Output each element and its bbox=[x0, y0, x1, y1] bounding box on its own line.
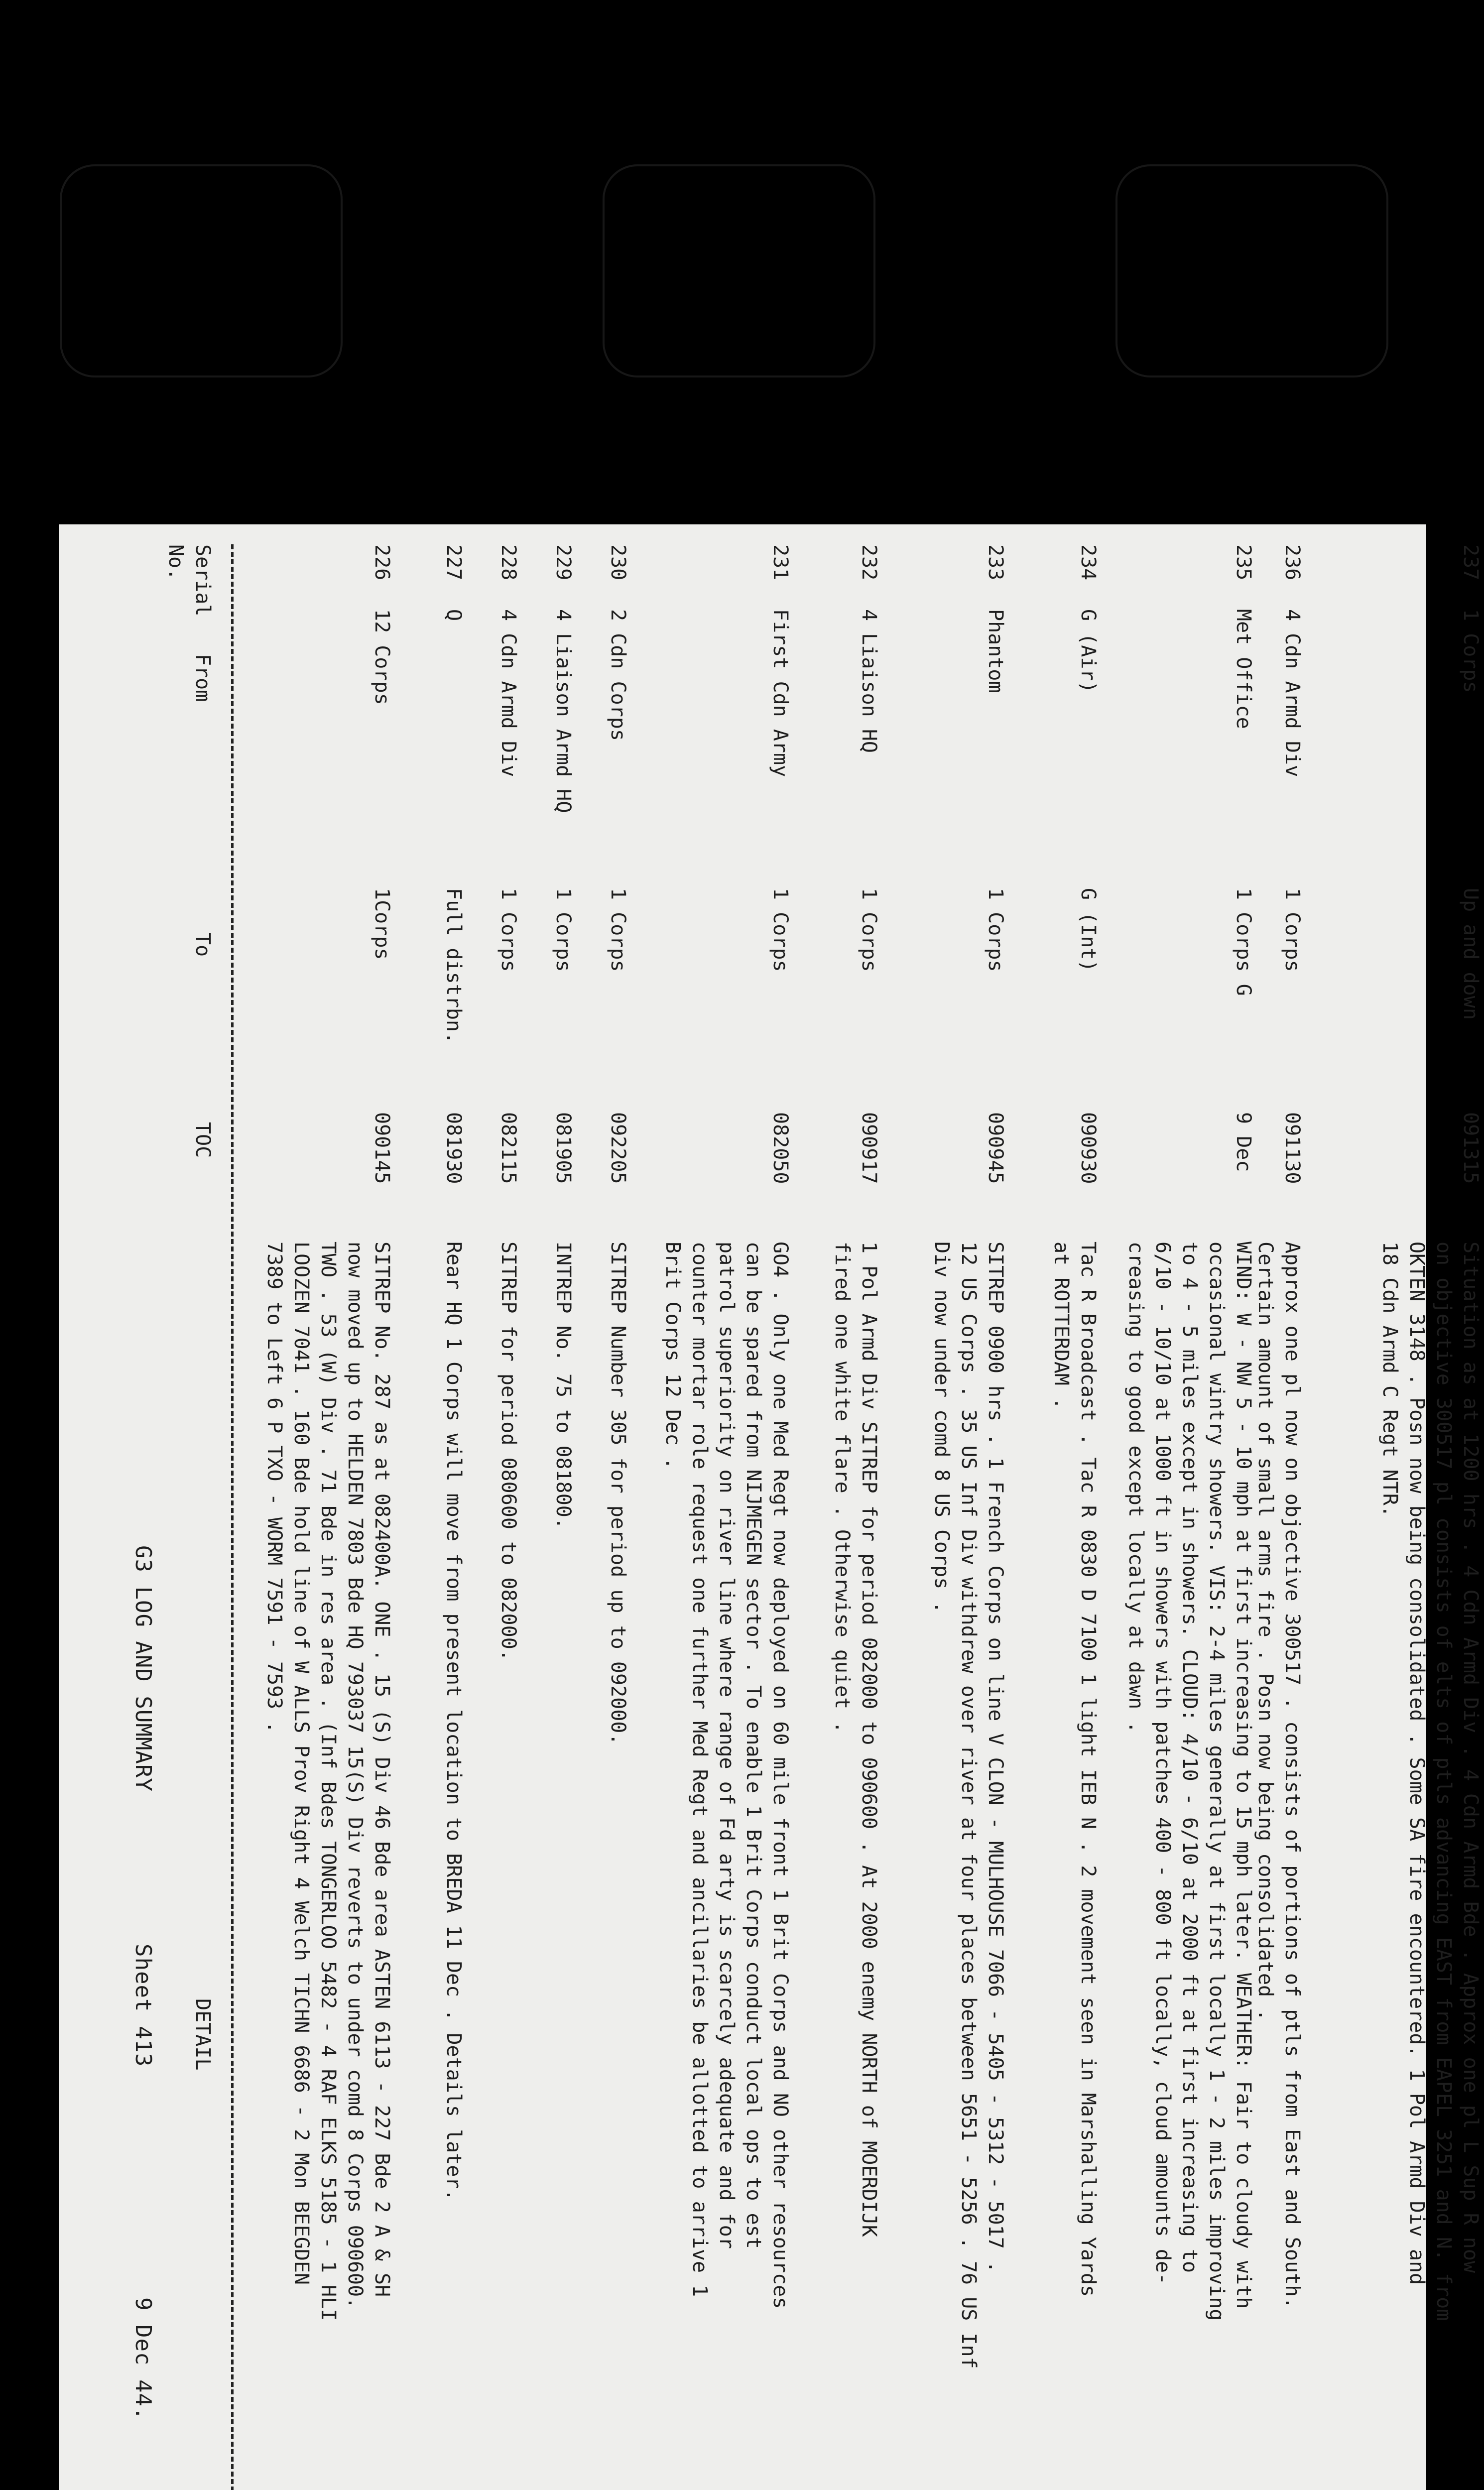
toc-cell: 081905 bbox=[552, 1112, 575, 1184]
from-cell: Phantom bbox=[984, 609, 1007, 693]
table-row bbox=[1252, 524, 1306, 2490]
from-cell: 4 Liaison Armd HQ bbox=[552, 609, 575, 813]
to-cell: 1 Corps bbox=[607, 888, 629, 972]
detail-cell bbox=[605, 1242, 631, 2490]
serial-number: 232 bbox=[858, 544, 880, 581]
from-cell: 4 Cdn Armd Div bbox=[497, 609, 520, 777]
table-row bbox=[440, 524, 467, 2490]
column-to: To bbox=[191, 933, 214, 957]
detail-cell bbox=[1048, 1242, 1102, 2490]
table-row bbox=[1122, 524, 1257, 2490]
from-cell: 1 Corps bbox=[1459, 609, 1482, 693]
detail-cell bbox=[1252, 1242, 1306, 2490]
detail-line: INTREP No. 75 to 081800. bbox=[552, 1242, 575, 1529]
from-cell: First Cdn Army bbox=[769, 609, 792, 777]
detail-cell bbox=[495, 1242, 522, 2490]
detail-line: now moved up to HELDEN 7803 Bde HQ 793037 15(S) Div reverts to under comd 8 Corps 090600. bbox=[344, 1242, 367, 2309]
table-row bbox=[1048, 524, 1102, 2490]
film-frame-top-far bbox=[1115, 164, 1388, 377]
from-cell: 4 Liaison HQ bbox=[858, 609, 880, 753]
detail-cell bbox=[261, 1242, 395, 2490]
detail-cell bbox=[440, 1242, 467, 2490]
from-cell: 4 Cdn Armd Div bbox=[1281, 609, 1304, 777]
detail-cell bbox=[1376, 1242, 1484, 2490]
to-cell: 1 Corps bbox=[858, 888, 880, 972]
detail-line: Rear HQ 1 Corps will move from present location to BREDA 11 Dec . Details later. bbox=[442, 1242, 465, 2201]
detail-line: counter mortar role request one further Med Regt and ancillaries be allotted to arrive 1 bbox=[688, 1242, 711, 2297]
detail-line: TWO . 53 (W) Div . 71 Bde in res area . (Inf Bdes TONGERLOO 5482 - 4 RAF ELKS 5185 - 1 HLI bbox=[317, 1242, 340, 2321]
table-row bbox=[605, 524, 631, 2490]
table-row bbox=[495, 524, 522, 2490]
detail-line: Approx one pl now on objective 300517 . consists of portions of ptls from East and South. bbox=[1281, 1242, 1304, 2309]
document-page bbox=[59, 524, 1482, 2490]
to-cell: 1Corps bbox=[371, 888, 393, 960]
detail-line: on objective 300517 pl consists of elts of ptls advancing EAST from EAPEL 3251 and N. from bbox=[1432, 1242, 1455, 2321]
from-cell: Q bbox=[442, 609, 465, 622]
detail-line: SITREP Number 305 for period up to 092000. bbox=[607, 1242, 629, 1745]
detail-line: fired one white flare . Otherwise quiet . bbox=[831, 1242, 854, 1734]
toc-cell: 091130 bbox=[1281, 1112, 1304, 1184]
serial-number: 235 bbox=[1232, 544, 1255, 581]
table-row bbox=[659, 524, 794, 2490]
to-cell: 1 Corps bbox=[984, 888, 1007, 972]
detail-line: SITREP for period 080600 to 082000. bbox=[497, 1242, 520, 1661]
toc-cell: 090917 bbox=[858, 1112, 880, 1184]
serial-number: 234 bbox=[1077, 544, 1100, 581]
table-row bbox=[1376, 524, 1484, 2490]
detail-line: at ROTTERDAM . bbox=[1050, 1242, 1073, 1410]
detail-line: occasional wintry showers. VIS: 2-4 miles generally at first locally 1 - 2 miles improving bbox=[1205, 1242, 1228, 2321]
detail-line: 6/10 - 10/10 at 1000 ft in showers with patches 400 - 800 ft locally, cloud amounts de- bbox=[1151, 1242, 1174, 2285]
column-from: From bbox=[191, 654, 214, 702]
detail-line: 7389 to Left 6 P TXO - WORM 7591 - 7593 . bbox=[263, 1242, 286, 1734]
detail-line: Situation as at 1200 hrs . 4 Cdn Armd Div . 4 Cdn Armd Bde . Approx one pl L Sup R now bbox=[1459, 1242, 1482, 2273]
toc-cell: 092205 bbox=[607, 1112, 629, 1184]
table-row bbox=[928, 524, 1009, 2490]
detail-line: Brit Corps 12 Dec . bbox=[661, 1242, 684, 1470]
header-divider-line bbox=[231, 544, 234, 2490]
to-cell: Up and down bbox=[1459, 888, 1482, 1020]
table-row bbox=[829, 524, 882, 2490]
toc-cell: 082115 bbox=[497, 1112, 520, 1184]
log-sheet bbox=[59, 524, 1482, 2490]
to-cell: Full distrbn. bbox=[442, 888, 465, 1044]
detail-cell bbox=[550, 1242, 577, 2490]
detail-cell bbox=[829, 1242, 882, 2490]
detail-line: patrol superiority on river line where range of Fd arty is scarcely adequate and for bbox=[715, 1242, 738, 2249]
serial-number: 230 bbox=[607, 544, 629, 581]
to-cell: 1 Corps bbox=[552, 888, 575, 972]
detail-line: 12 US Corps . 35 US Inf Div withdrew over river at four places between 5651 - 5256 . 76 US Inf bbox=[957, 1242, 980, 2369]
from-cell: 12 Corps bbox=[371, 609, 393, 705]
detail-line: LOOZEN 7041 . 160 Bde hold line of W ALLS Prov Right 4 Welch TICHN 6686 - 2 Mon BEEGDEN bbox=[290, 1242, 313, 2285]
toc-cell: 081930 bbox=[442, 1112, 465, 1184]
detail-line: can be spared from NIJMEGEN sector . To enable 1 Brit Corps conduct local ops to est bbox=[742, 1242, 765, 2249]
detail-line: GO4 . Only one Med Regt now deployed on 60 mile front 1 Brit Corps and NO other resources bbox=[769, 1242, 792, 2309]
serial-number: 228 bbox=[497, 544, 520, 581]
to-cell: 1 Corps bbox=[1281, 888, 1304, 972]
log-date: 9 Dec 44. bbox=[130, 2297, 156, 2421]
table-row bbox=[550, 524, 577, 2490]
from-cell: G (Air) bbox=[1077, 609, 1100, 693]
column-toc: TOC bbox=[191, 1122, 214, 1158]
from-cell: 2 Cdn Corps bbox=[607, 609, 629, 741]
detail-line: creasing to good except locally at dawn . bbox=[1124, 1242, 1147, 1734]
sheet-number: Sheet 413 bbox=[130, 1944, 156, 2067]
detail-line: SITREP No. 287 as at 082400A. ONE . 15 (S) Div 46 Bde area ASTEN 6113 - 227 Bde 2 A & SH bbox=[371, 1242, 393, 2297]
to-cell: 1 Corps bbox=[769, 888, 792, 972]
film-frame-top-left bbox=[60, 164, 343, 377]
detail-cell bbox=[659, 1242, 794, 2490]
detail-line: OKTEN 3148 . Posn now being consolidated . Some SA fire encountered. 1 Pol Armd Div and bbox=[1405, 1242, 1428, 2285]
toc-cell: 090945 bbox=[984, 1112, 1007, 1184]
serial-number: 229 bbox=[552, 544, 575, 581]
log-title: G3 LOG AND SUMMARY bbox=[130, 1545, 156, 1792]
detail-line: 1 Pol Armd Div SITREP for period 082000 to 090600 . At 2000 enemy NORTH of MOERDIJK bbox=[858, 1242, 880, 2237]
serial-number: 226 bbox=[371, 544, 393, 581]
column-serial: Serial No. bbox=[164, 544, 214, 617]
detail-line: 18 Cdn Armd C Regt NTR. bbox=[1378, 1242, 1401, 1517]
to-cell: 1 Corps G bbox=[1232, 888, 1255, 996]
to-cell: 1 Corps bbox=[497, 888, 520, 972]
serial-number: 236 bbox=[1281, 544, 1304, 581]
serial-number: 237 bbox=[1459, 544, 1482, 581]
detail-line: Tac R Broadcast . Tac R 0830 D 7100 1 light IEB N . 2 movement seen in Marshalling Yards bbox=[1077, 1242, 1100, 2297]
table-row bbox=[261, 524, 395, 2490]
from-cell: Met Office bbox=[1232, 609, 1255, 729]
detail-cell bbox=[1122, 1242, 1257, 2490]
serial-number: 231 bbox=[769, 544, 792, 581]
serial-number: 233 bbox=[984, 544, 1007, 581]
detail-line: Certain amount of small arms fire . Posn now being consolidated . bbox=[1254, 1242, 1277, 2021]
column-detail: DETAIL bbox=[191, 1998, 214, 2071]
to-cell: G (Int) bbox=[1077, 888, 1100, 972]
film-frame-top-right bbox=[603, 164, 875, 377]
toc-cell: 090145 bbox=[371, 1112, 393, 1184]
toc-cell: 090930 bbox=[1077, 1112, 1100, 1184]
serial-number: 227 bbox=[442, 544, 465, 581]
detail-cell bbox=[928, 1242, 1009, 2490]
toc-cell: 9 Dec bbox=[1232, 1112, 1255, 1172]
toc-cell: 091315 bbox=[1459, 1112, 1482, 1184]
detail-line: WIND: W - NW 5 - 10 mph at first increasing to 15 mph later. WEATHER: Fair to cloudy with bbox=[1232, 1242, 1255, 2309]
detail-line: SITREP 0900 hrs . 1 French Corps on line V CLON - MULHOUSE 7066 - 5405 - 5312 - 5017 . bbox=[984, 1242, 1007, 2273]
toc-cell: 082050 bbox=[769, 1112, 792, 1184]
detail-line: Div now under comd 8 US Corps . bbox=[930, 1242, 953, 1614]
detail-line: to 4 - 5 miles except in showers. CLOUD: 4/10 - 6/10 at 2000 ft at first increasing to bbox=[1178, 1242, 1201, 2273]
